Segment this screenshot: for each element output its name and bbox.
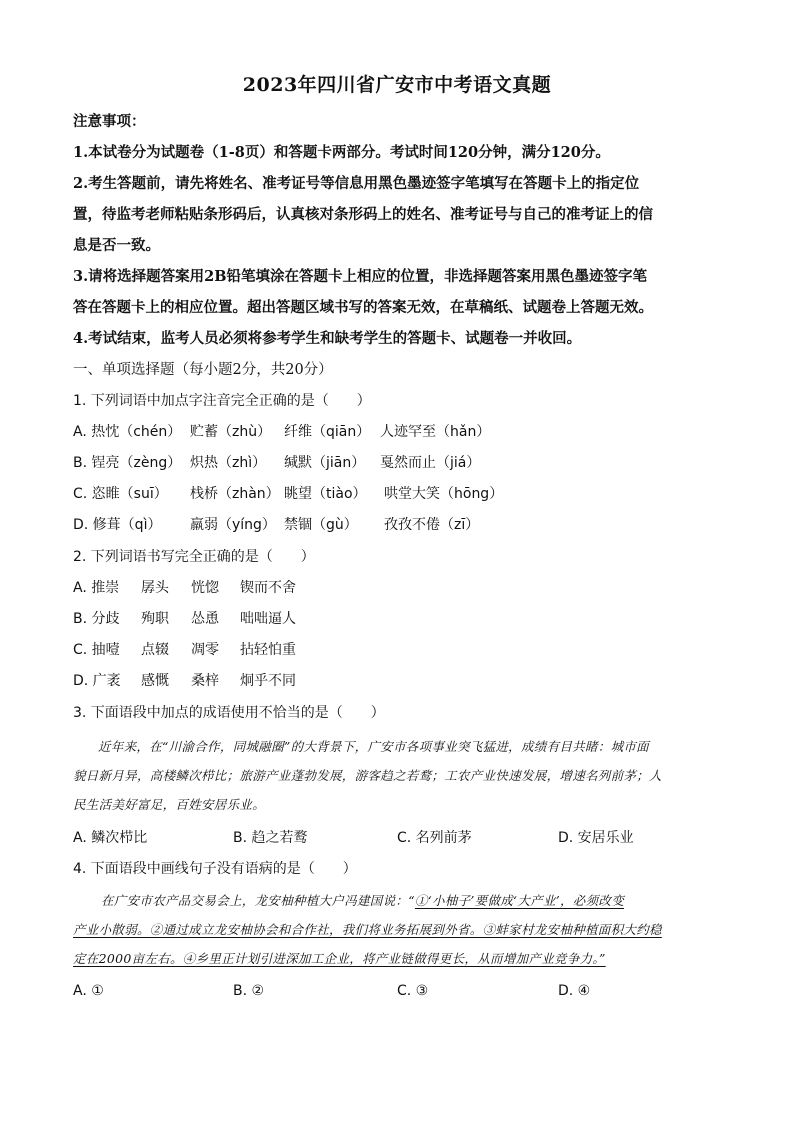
section-heading: 一、单项选择题（每小题2分，共20分） [73, 362, 333, 378]
notice-item: 息是否一致。 [73, 237, 160, 254]
notice-item: 4.考试结束，监考人员必须将参考学生和缺考学生的答题卡、试题卷一并收回。 [73, 330, 582, 347]
question-3-option-a[interactable]: A. 鳞次栉比 [73, 830, 148, 846]
question-4-option-b[interactable]: B. ② [233, 983, 265, 999]
question-2-stem: 2. 下列词语书写完全正确的是（ ） [73, 549, 315, 565]
question-4-option-a[interactable]: A. ① [73, 983, 104, 999]
question-4-passage-line: 定在2000亩左右。④乡里正计划引进深加工企业，将产业链做得更长，从而增加产业竞争力。” [73, 951, 606, 966]
notice-item: 答在答题卡上的相应位置。超出答题区域书写的答案无效，在草稿纸、试题卷上答题无效。 [73, 299, 653, 316]
page-title: 2023年四川省广安市中考语文真题 [242, 74, 552, 96]
notice-item: 置，待监考老师粘贴条形码后，认真核对条形码上的姓名、准考证号与自己的准考证上的信 [73, 206, 653, 223]
question-3-option-c[interactable]: C. 名列前茅 [397, 830, 472, 846]
question-3-option-d[interactable]: D. 安居乐业 [558, 830, 634, 846]
question-3-passage-line: 民生活美好富足，百姓安居乐业。 [73, 797, 266, 812]
question-4-option-c[interactable]: C. ③ [397, 983, 429, 999]
question-1-stem: 1. 下列词语中加点字注音完全正确的是（ ） [73, 393, 371, 409]
question-4-passage-line: 产业小散弱。②通过成立龙安柚协会和合作社，我们将业务拓展到外省。③蚌家村龙安柚种植面积大约稳 [73, 922, 662, 937]
question-4-underlined-sentence: ①‘小柚子’要做成‘大产业’，必须改变 [414, 893, 625, 908]
notice-item: 1.本试卷分为试题卷（1-8页）和答题卡两部分。考试时间120分钟，满分120分。 [73, 144, 610, 161]
question-4-stem: 4. 下面语段中画线句子没有语病的是（ ） [73, 861, 357, 877]
notice-item: 2.考生答题前，请先将姓名、准考证号等信息用黑色墨迹签字笔填写在答题卡上的指定位 [73, 175, 640, 192]
question-3-passage-line: 貌日新月异，高楼鳞次栉比；旅游产业蓬勃发展，游客趋之若鹜；工农产业快速发展，增速名列前茅；人 [73, 768, 662, 783]
question-3-option-b[interactable]: B. 趋之若鹜 [233, 830, 308, 846]
question-4-passage-intro: 在广安市农产品交易会上，龙安柚种植大户冯建国说：“ [101, 893, 415, 908]
notice-item: 3.请将选择题答案用2B铅笔填涂在答题卡上相应的位置，非选择题答案用黑色墨迹签字笔 [73, 268, 647, 285]
question-4-option-d[interactable]: D. ④ [558, 983, 591, 999]
question-3-stem: 3. 下面语段中加点的成语使用不恰当的是（ ） [73, 705, 385, 721]
question-4-passage-line [101, 891, 624, 909]
notice-heading: 注意事项： [73, 113, 146, 130]
question-3-passage-line: 近年来，在“川渝合作，同城融圈”的大背景下，广安市各项事业突飞猛进，成绩有目共睹：城市面 [98, 739, 649, 754]
